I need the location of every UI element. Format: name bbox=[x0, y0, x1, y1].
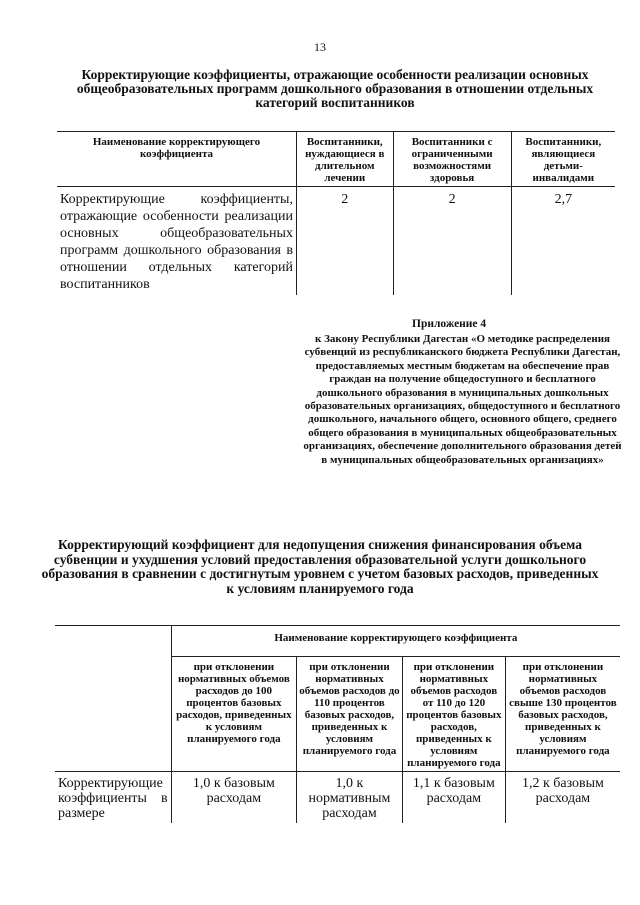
table2-group-header: Наименование корректирующего коэффициента bbox=[171, 626, 620, 657]
page-number: 13 bbox=[314, 40, 326, 54]
table1-header-row bbox=[57, 132, 615, 187]
table2-group-header-row bbox=[55, 626, 620, 657]
section2-title: Корректирующий коэффициент для недопущения снижения финансирования объема субвенции и ухудшения условий предоставления образовательной услуги дошкольного образования в сравнении с достигнутым уровнем с учетом базовых расходов, приведенных к условиям планируемого года bbox=[41, 537, 599, 596]
table2-value-100: 1,0 к базовым расходам bbox=[171, 772, 296, 824]
table2-row-name: Корректирующие коэффициенты в размере bbox=[55, 772, 171, 824]
table1-header-disabled-children: Воспитанники, являющиеся детьми-инвалидами bbox=[511, 132, 615, 187]
table1-header-disabilities: Воспитанники с ограниченными возможностями здоровья bbox=[393, 132, 511, 187]
table2-value-130: 1,2 к базовым расходам bbox=[505, 772, 620, 824]
table1-value-disabled-children: 2,7 bbox=[511, 187, 615, 296]
table2-subheader-110: при отклонении нормативных объемов расходов до 110 процентов базовых расходов, приведенных к условиям планируемого года bbox=[297, 657, 403, 772]
coefficients-table-2 bbox=[55, 625, 620, 823]
table2-corner-cell bbox=[55, 626, 171, 772]
table1-header-name: Наименование корректирующего коэффициента bbox=[57, 132, 296, 187]
table2-subheader-130: при отклонении нормативных объемов расходов свыше 130 процентов базовых расходов, приведенных к условиям планируемого года bbox=[505, 657, 620, 772]
table2-data-row bbox=[55, 772, 620, 824]
table1-value-long-treatment: 2 bbox=[296, 187, 393, 296]
table1-data-row bbox=[57, 187, 615, 296]
table1-value-disabilities: 2 bbox=[393, 187, 511, 296]
coefficients-table-1 bbox=[57, 131, 615, 295]
table1-row-name: Корректирующие коэффициенты, отражающие особенности реализации основных общеобразовательных программ дошкольного образования в отношении отдельных категорий воспитанников bbox=[60, 192, 293, 292]
table2-subheader-100: при отклонении нормативных объемов расходов до 100 процентов базовых расходов, приведенных к условиям планируемого года bbox=[171, 657, 296, 772]
appendix-text: к Закону Республики Дагестан «О методике распределения субвенций из республиканского бюджета Республики Дагестан, предоставляемых местным бюджетам на обеспечение прав граждан на получение общедоступного и бесплатного дошкольного образования в муниципальных дошкольных образовательных организациях, общедоступного и бесплатного дошкольного, начального общего, основного общего, среднего общего образования в муниципальных общеобразовательных организациях, обеспечение дополнительного образования детей в муниципальных общеобразовательных организациях» bbox=[303, 333, 622, 466]
table2-value-110: 1,0 к нормативным расходам bbox=[297, 772, 403, 824]
table1-header-long-treatment: Воспитанники, нуждающиеся в длительном лечении bbox=[296, 132, 393, 187]
table2-value-110-120: 1,1 к базовым расходам bbox=[402, 772, 505, 824]
section1-title: Корректирующие коэффициенты, отражающие особенности реализации основных общеобразовательных программ дошкольного образования в отношении отдельных категорий воспитанников bbox=[76, 67, 594, 110]
table2-subheader-110-120: при отклонении нормативных объемов расходов от 110 до 120 процентов базовых расходов, приведенных к условиям планируемого года bbox=[402, 657, 505, 772]
appendix-label: Приложение 4 bbox=[412, 318, 487, 330]
